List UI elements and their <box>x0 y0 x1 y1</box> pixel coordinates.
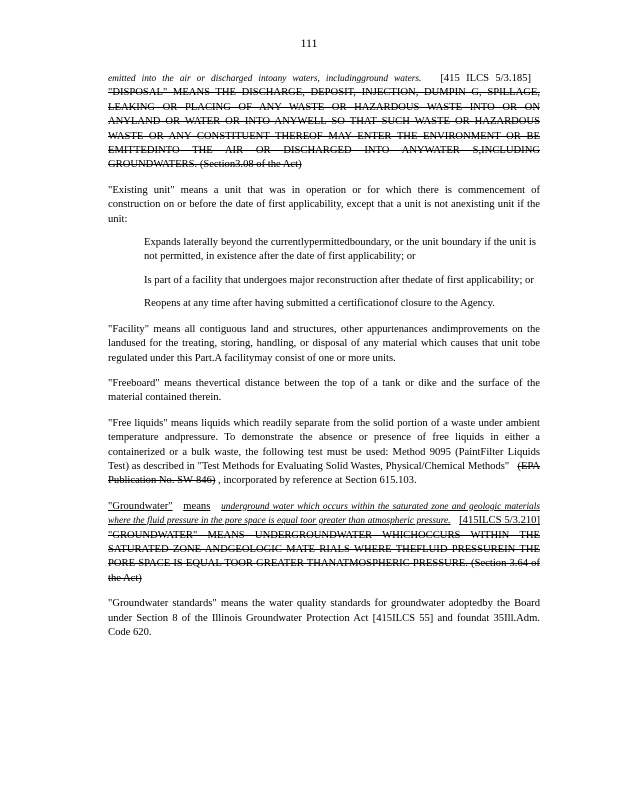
groundwater-statute-ref: [415ILCS 5/3.210] <box>459 515 540 527</box>
page-number: 111 <box>300 36 318 50</box>
disposal-definition-continued <box>108 72 540 173</box>
existing-unit-definition: "Existing unit" means a unit that was in operation or for which there is commencement of construction on or before the date of first applicability, except that a unit is not anexisting unit if the unit: <box>108 184 540 225</box>
freeboard-definition: "Freeboard" means thevertical distance between the top of a tank or dike and the surface of the material contained therein. <box>108 377 540 404</box>
existing-unit-item-2: Is part of a facility that undergoes major reconstruction after thedate of first applicability; or <box>144 274 534 286</box>
groundwater-term: "Groundwater" <box>108 500 173 512</box>
disposal-struck-text: "DISPOSAL" MEANS THE DISCHARGE, DEPOSIT, INJECTION, DUMPIN G, SPILLAGE, LEAKING OR PLACING OF ANY WASTE OR HAZARDOUS WASTE INTO OR ON ANYLAND OR WATER OR INTO ANYWELL SO THAT SUCH WASTE OR HAZARDOUS WASTE OR ANY CONSTITUENT THEREOF MAY ENTER THE ENVIRONMENT OR BE EMITTEDINTO THE AIR OR DISCHARGED INTO ANYWATER S,INCLUDING GROUNDWATERS. (Section3.08 of the Act) <box>108 87 540 171</box>
groundwater-means: means <box>183 500 211 512</box>
free-liquids-struck-text: (EPA Publication No. SW-846) <box>108 460 541 487</box>
existing-unit-item-3: Reopens at any time after having submitted a certificationof closure to the Agency. <box>144 298 495 310</box>
free-liquids-text-end: , incorporated by reference at Section 615.103. <box>218 475 417 487</box>
free-liquids-definition <box>108 417 540 489</box>
free-liquids-text: "Free liquids" means liquids which readily separate from the solid portion of a waste under ambient temperature andpressure. To demonstrate the absence or presence of free liquids in either a containerized or a bulk waste, the following test must be used: Method 9095 (PaintFilter Liquids Test) as described in "Test Methods for Evaluating Solid Wastes, Physical/Chemical Methods" <box>108 417 540 472</box>
groundwater-standards-definition: "Groundwater standards" means the water quality standards for groundwater adoptedby the Board under Section 8 of the Illinois Groundwater Protection Act [415ILCS 55] and foundat 35Ill.Adm. Code 620. <box>108 598 540 638</box>
groundwater-definition <box>108 500 540 586</box>
groundwater-italic-text: underground water which occurs within the saturated zone and geologic materials where the fluid pressure in the pore space is equal toor greater than atmospheric pressure. <box>108 501 541 527</box>
groundwater-struck-text: "GROUNDWATER" MEANS UNDERGROUNDWATER WHICHOCCURS WITHIN THE SATURATED ZONE ANDGEOLOGIC MATE RIALS WHERE THEFLUID PRESSUREIN THE PORE SPACE IS EQUAL TOOR GREATER THANATMOSPHERIC PRESSURE. (Section 3.64 of the Act) <box>108 529 540 584</box>
existing-unit-item-1: Expands laterally beyond the currentlypermittedboundary, or the unit boundary if the unit is not permitted, in existence after the date of first applicability; or <box>144 237 536 263</box>
facility-definition: "Facility" means all contiguous land and structures, other appurtenances andimprovements on the landused for the treating, storing, handling, or disposal of any material which causes that unit tobe regulated under this Part.A facilitymay consist of one or more units. <box>108 323 540 364</box>
disposal-statute-ref: [415 ILCS 5/3.185] <box>440 73 531 84</box>
document-body <box>108 72 540 651</box>
disposal-italic-text: emitted into the air or discharged intoany waters, includingground waters. <box>108 74 422 84</box>
